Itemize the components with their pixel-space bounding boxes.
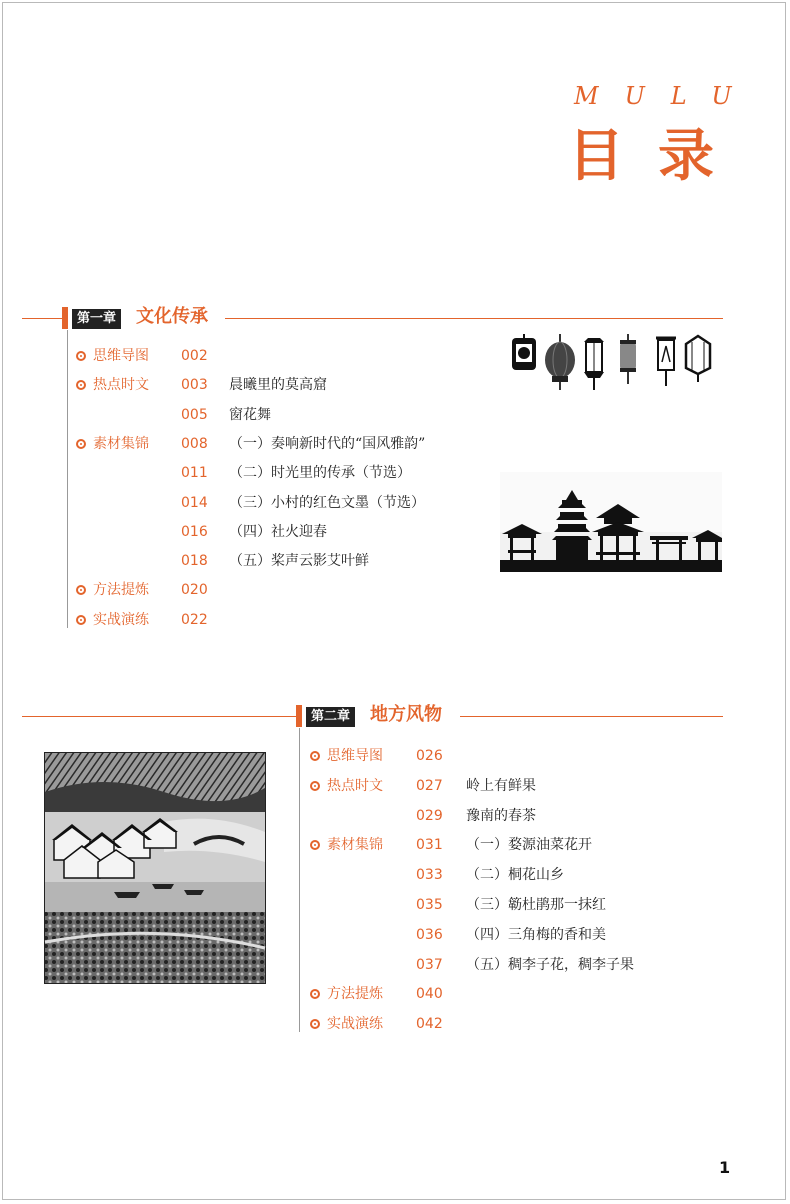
mulu-heading: MULU [574,82,758,110]
toc-title: （三）簕杜鹃那一抹红 [466,897,606,913]
chapter-2-marker [296,705,302,727]
toc-page-number: 018 [181,553,208,570]
toc-title: （四）三角梅的香和美 [466,926,606,943]
chapter-2-title: 地方风物 [370,704,442,725]
toc-category: 实战演练 [93,611,149,628]
chapter-1-vline [67,330,68,628]
bullet-icon [76,615,86,625]
toc-title: （三）小村的红色文墨（节选） [229,494,425,511]
page-number: 1 [719,1158,731,1177]
toc-page-number: 035 [416,897,443,913]
toc-category: 热点时文 [93,377,149,394]
chapter-2-rule-left [22,716,298,717]
toc-entry[interactable] [76,404,476,426]
toc-entry[interactable] [310,1013,710,1035]
toc-category: 方法提炼 [327,986,383,1003]
bullet-icon [310,781,320,791]
chapter-2-rule-right [460,716,723,717]
toc-entry[interactable] [76,550,476,572]
pagoda-skyline-illustration [500,472,722,572]
page-title: 目录 [568,124,748,189]
chapter-2-tag: 第二章 [306,707,355,727]
toc-category: 热点时文 [327,777,383,794]
bullet-icon [310,1019,320,1029]
toc-page-number: 022 [181,611,208,628]
toc-category: 素材集锦 [93,435,149,452]
chapter-1-marker [62,307,68,329]
toc-entry[interactable] [76,374,476,396]
bullet-icon [310,751,320,761]
toc-title: 窗花舞 [229,406,271,423]
toc-page-number: 016 [181,523,208,540]
toc-page-number: 042 [416,1016,443,1033]
bullet-icon [76,585,86,595]
toc-entry[interactable] [310,745,710,767]
toc-title: 豫南的春茶 [466,807,536,824]
toc-category: 思维导图 [327,748,383,764]
toc-title: （四）社火迎春 [229,523,327,540]
toc-entry[interactable] [310,864,710,886]
toc-page-number: 011 [181,465,208,482]
bullet-icon [76,351,86,361]
toc-entry[interactable] [310,924,710,946]
toc-category: 思维导图 [93,348,149,364]
toc-page-number: 003 [181,377,208,394]
toc-page-number: 029 [416,807,443,824]
toc-title: （一）婺源油菜花开 [466,837,592,854]
bullet-icon [310,989,320,999]
chapter-1-tag: 第一章 [72,309,121,329]
toc-entry[interactable] [76,492,476,514]
toc-category: 素材集锦 [327,837,383,854]
chapter-1-title: 文化传承 [136,306,208,327]
toc-page-number: 036 [416,926,443,943]
toc-entry[interactable] [310,775,710,797]
chapter-2-vline [299,728,300,1032]
toc-category: 方法提炼 [93,582,149,599]
toc-entry[interactable] [310,983,710,1005]
bullet-icon [76,439,86,449]
toc-page-number: 026 [416,748,443,764]
toc-title: 晨曦里的莫高窟 [229,377,327,394]
toc-entry[interactable] [76,609,476,631]
toc-page-number: 031 [416,837,443,854]
chapter-1-rule-right [225,318,723,319]
toc-entry[interactable] [76,579,476,601]
toc-entry[interactable] [76,462,476,484]
toc-title: （一）奏响新时代的“国风雅韵” [229,435,426,452]
lanterns-illustration [498,332,726,394]
toc-title: （五）稠李子花，稠李子果 [466,956,634,973]
toc-title: 岭上有鲜果 [466,777,536,794]
toc-title: （二）时光里的传承（节选） [229,465,411,482]
toc-page-number: 027 [416,777,443,794]
toc-page-number: 040 [416,986,443,1003]
chapter-1-rule-left [22,318,66,319]
toc-page-number: 008 [181,435,208,452]
toc-entry[interactable] [76,433,476,455]
toc-page-number: 014 [181,494,208,511]
bullet-icon [310,840,320,850]
toc-entry[interactable] [310,805,710,827]
toc-page-number: 033 [416,867,443,884]
toc-title: （五）桨声云影艾叶鲜 [229,553,369,570]
toc-entry[interactable] [310,894,710,916]
toc-entry[interactable] [310,834,710,856]
toc-page-number: 005 [181,406,208,423]
toc-entry[interactable] [310,954,710,976]
toc-page-number: 002 [181,348,208,364]
toc-entry[interactable] [76,345,476,367]
toc-page-number: 020 [181,582,208,599]
toc-title: （二）桐花山乡 [466,867,564,884]
toc-entry[interactable] [76,521,476,543]
toc-category: 实战演练 [327,1016,383,1033]
water-village-painting [44,752,266,984]
toc-page-number: 037 [416,956,443,973]
bullet-icon [76,380,86,390]
